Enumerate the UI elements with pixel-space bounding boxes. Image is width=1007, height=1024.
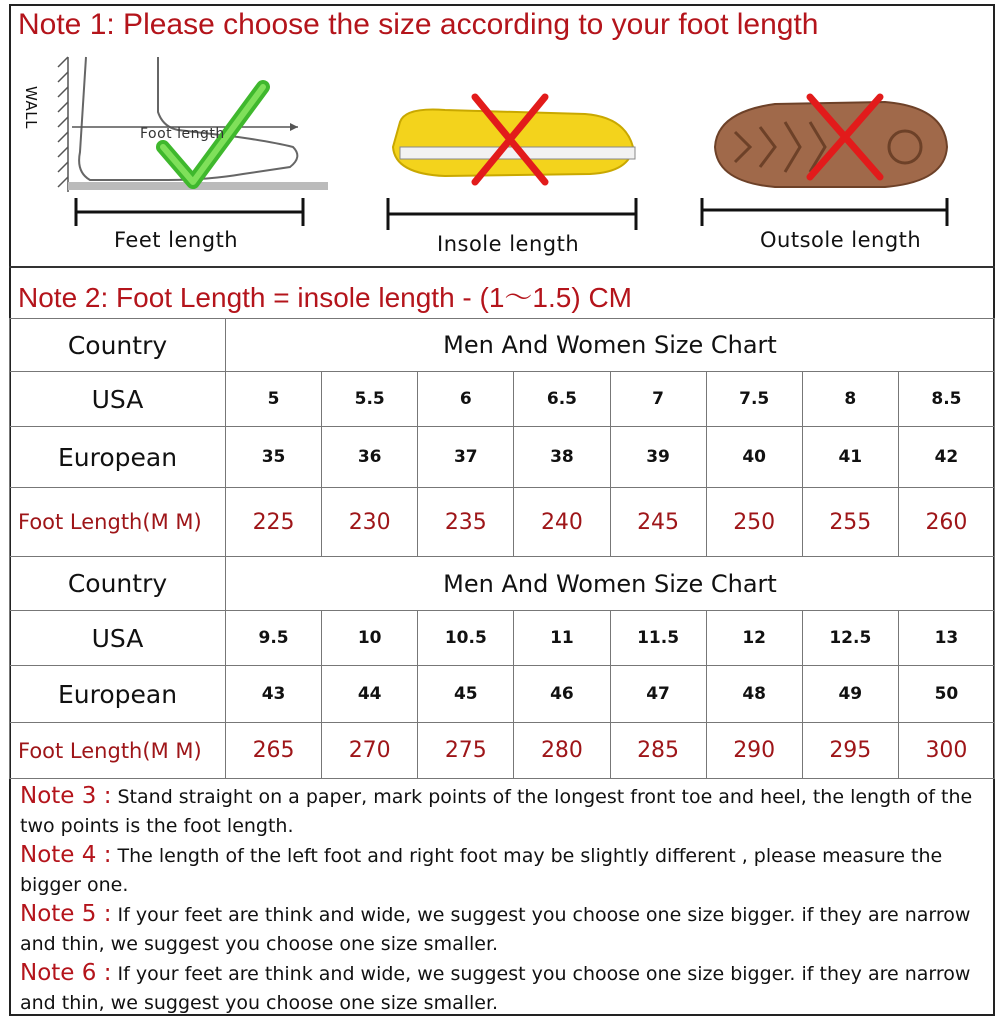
country-header: Country [10,319,226,372]
european-size-cell: 42 [898,427,994,488]
row-label-foot-length: Foot Length(M M) [10,723,226,779]
usa-row [10,611,995,666]
usa-size-cell: 12.5 [802,611,898,666]
note-3 [20,782,995,841]
usa-size-cell: 11 [514,611,610,666]
european-size-cell: 38 [514,427,610,488]
note-5-text: If your feet are think and wide, we suggest you choose one size bigger. if they are narrow and thin, we suggest you choose one size smaller. [20,904,971,955]
european-size-cell: 49 [802,666,898,723]
table-header-row [10,319,995,372]
usa-size-cell: 5 [226,372,322,427]
foot-length-cell: 280 [514,723,610,779]
row-label-foot-length: Foot Length(M M) [10,488,226,557]
european-size-cell: 43 [226,666,322,723]
usa-size-cell: 7.5 [706,372,802,427]
note2-title: Note 2: Foot Length = insole length - (1～1.5) CM [18,282,632,313]
european-size-cell: 40 [706,427,802,488]
european-size-cell: 45 [418,666,514,723]
wall-label: WALL [22,86,40,129]
european-size-cell: 39 [610,427,706,488]
european-size-cell: 41 [802,427,898,488]
foot-length-cell: 250 [706,488,802,557]
note-4-label: Note 4 : [20,842,112,868]
usa-size-cell: 10.5 [418,611,514,666]
country-header: Country [10,557,226,611]
row-label-usa: USA [10,611,226,666]
usa-size-cell: 10 [322,611,418,666]
foot-length-tag: Foot length [140,126,225,142]
note-3-text: Stand straight on a paper, mark points of the longest front toe and heel, the length of the two points is the foot length. [20,786,973,837]
usa-size-cell: 6.5 [514,372,610,427]
european-size-cell: 36 [322,427,418,488]
foot-length-cell: 225 [226,488,322,557]
foot-length-cell: 290 [706,723,802,779]
outsole-illustration [705,92,950,192]
foot-length-cell: 285 [610,723,706,779]
feet-length-label: Feet length [114,228,239,252]
usa-size-cell: 8 [802,372,898,427]
table-header-row [10,557,995,611]
european-size-cell: 47 [610,666,706,723]
note-5-label: Note 5 : [20,901,112,927]
foot-length-cell: 245 [610,488,706,557]
row-label-usa: USA [10,372,226,427]
note-6-label: Note 6 : [20,960,112,986]
usa-size-cell: 13 [898,611,994,666]
foot-length-cell: 265 [226,723,322,779]
european-size-cell: 35 [226,427,322,488]
european-size-cell: 44 [322,666,418,723]
foot-length-cell: 270 [322,723,418,779]
size-chart-header: Men And Women Size Chart [226,319,995,372]
note-3-label: Note 3 : [20,783,112,809]
note-5 [20,900,995,959]
size-chart-table-2 [9,556,995,779]
note1-divider [9,266,995,268]
row-label-european: European [10,427,226,488]
foot-length-cell: 235 [418,488,514,557]
note-4 [20,841,995,900]
usa-size-cell: 11.5 [610,611,706,666]
european-size-cell: 48 [706,666,802,723]
european-size-cell: 46 [514,666,610,723]
insole-length-label: Insole length [437,232,580,256]
usa-size-cell: 6 [418,372,514,427]
european-size-cell: 37 [418,427,514,488]
outsole-length-label: Outsole length [760,228,922,252]
notes-section [20,782,995,1018]
note-4-text: The length of the left foot and right foot may be slightly different , please measure the bigger one. [20,845,943,896]
usa-row [10,372,995,427]
foot-length-cell: 240 [514,488,610,557]
foot-length-row [10,723,995,779]
foot-length-row [10,488,995,557]
insole-illustration [385,92,640,187]
usa-size-cell: 9.5 [226,611,322,666]
usa-size-cell: 5.5 [322,372,418,427]
row-label-european: European [10,666,226,723]
foot-length-cell: 255 [802,488,898,557]
usa-size-cell: 12 [706,611,802,666]
note-6 [20,959,995,1018]
usa-size-cell: 8.5 [898,372,994,427]
size-chart-table-1 [9,318,995,557]
european-row [10,427,995,488]
note-6-text: If your feet are think and wide, we suggest you choose one size bigger. if they are narrow and thin, we suggest you choose one size smaller. [20,963,971,1014]
european-row [10,666,995,723]
foot-length-cell: 260 [898,488,994,557]
size-chart-header: Men And Women Size Chart [226,557,995,611]
european-size-cell: 50 [898,666,994,723]
note1-title: Note 1: Please choose the size according to your foot length [18,8,819,41]
usa-size-cell: 7 [610,372,706,427]
foot-length-cell: 295 [802,723,898,779]
foot-length-cell: 275 [418,723,514,779]
foot-length-cell: 230 [322,488,418,557]
foot-length-cell: 300 [898,723,994,779]
